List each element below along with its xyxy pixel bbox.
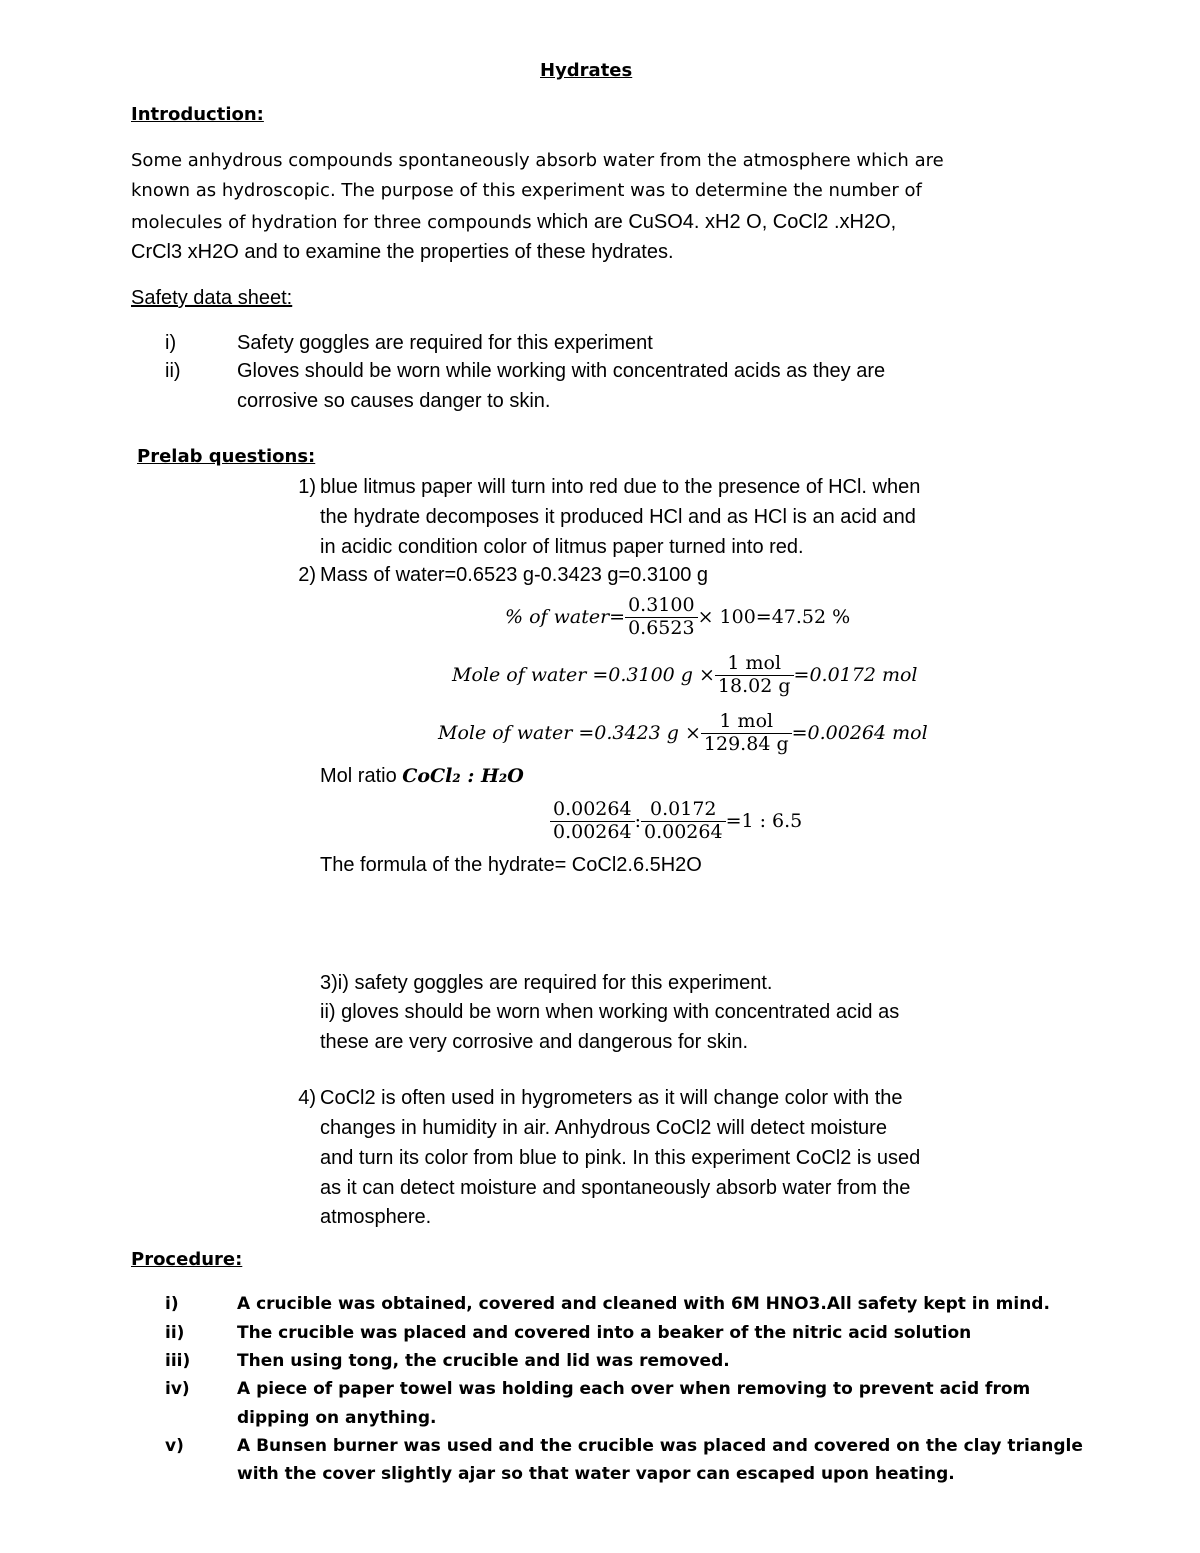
prelab-q1-line-2: the hydrate decomposes it produced HCl and as HCl is an acid and	[320, 506, 916, 528]
safety-item-2	[165, 359, 885, 383]
prelab-q2-label: 2)	[298, 564, 316, 586]
intro-line-3	[131, 210, 896, 234]
equation-mole-water-1	[452, 648, 918, 702]
prelab-q4	[280, 1086, 903, 1110]
procedure-item-4-cont: dipping on anything.	[237, 1408, 437, 1428]
eq1-fraction	[625, 595, 697, 640]
formula-line: The formula of the hydrate= CoCl2.6.5H2O	[320, 854, 702, 876]
safety-item-1	[165, 331, 653, 355]
procedure-item-5-cont: with the cover slightly ajar so that water vapor can escaped upon heating.	[237, 1464, 955, 1484]
ratio-numerator-2: 0.0172	[641, 799, 726, 822]
mol-ratio-label: Mol ratio	[320, 765, 403, 787]
safety-item-2-label: ii)	[165, 360, 181, 382]
eq3-denominator: 129.84 g	[703, 732, 789, 755]
procedure-item-4-label: iv)	[165, 1379, 190, 1399]
mol-ratio-expression: CoCl₂ : H₂O	[402, 765, 524, 787]
eq1-numerator: 0.3100	[625, 595, 697, 618]
eq1-lhs: % of water=	[505, 606, 626, 628]
safety-item-2-text: Gloves should be worn while working with concentrated acids as they are	[237, 360, 886, 382]
mol-ratio-line	[320, 764, 524, 788]
procedure-item-1	[165, 1294, 1050, 1314]
eq3-numerator: 1 mol	[701, 711, 792, 734]
prelab-q2-mass-line: Mass of water=0.6523 g-0.3423 g=0.3100 g	[320, 564, 709, 586]
eq1-denominator: 0.6523	[628, 616, 695, 639]
procedure-item-3-label: iii)	[165, 1351, 191, 1371]
ratio-rhs: =1 : 6.5	[725, 810, 803, 832]
procedure-item-4-text: A piece of paper towel was holding each over when removing to prevent acid from	[237, 1379, 1031, 1399]
procedure-item-1-text: A crucible was obtained, covered and cleaned with 6M HNO3.All safety kept in mind.	[237, 1294, 1050, 1314]
intro-line-3-part-2: which are CuSO4. xH2 O, CoCl2 .xH2O,	[531, 211, 897, 233]
procedure-item-2-text: The crucible was placed and covered into a beaker of the nitric acid solution	[237, 1323, 972, 1343]
ratio-denominator-1: 0.00264	[553, 820, 632, 843]
safety-item-2-cont: corrosive so causes danger to skin.	[237, 390, 551, 412]
procedure-item-5-label: v)	[165, 1436, 184, 1456]
eq2-denominator: 18.02 g	[717, 674, 791, 697]
prelab-q4-line-1: CoCl2 is often used in hygrometers as it will change color with the	[320, 1087, 903, 1109]
procedure-item-1-label: i)	[165, 1294, 179, 1314]
prelab-q2	[280, 563, 708, 587]
prelab-q3-line-1: 3)i) safety goggles are required for this experiment.	[320, 972, 773, 994]
ratio-fraction-1	[550, 799, 635, 844]
prelab-q1-line-1: blue litmus paper will turn into red due to the presence of HCl. when	[320, 476, 921, 498]
equation-percent-water	[505, 590, 850, 644]
intro-line-3-part-1: molecules of hydration for three compounds	[131, 212, 532, 233]
procedure-item-5	[165, 1436, 1083, 1456]
prelab-q4-line-4: as it can detect moisture and spontaneously absorb water from the	[320, 1177, 911, 1199]
prelab-q4-line-5: atmosphere.	[320, 1206, 432, 1228]
eq1-rhs: × 100=47.52 %	[697, 606, 851, 628]
prelab-q4-line-2: changes in humidity in air. Anhydrous CoCl2 will detect moisture	[320, 1117, 887, 1139]
prelab-q3-line-2: ii) gloves should be worn when working with concentrated acid as	[320, 1001, 900, 1023]
prelab-q1-line-3: in acidic condition color of litmus paper turned into red.	[320, 536, 804, 558]
prelab-heading: Prelab questions:	[137, 446, 316, 467]
procedure-item-2-label: ii)	[165, 1323, 185, 1343]
procedure-heading: Procedure:	[131, 1249, 243, 1270]
eq3-rhs: =0.00264 mol	[791, 722, 928, 744]
prelab-q1-label: 1)	[298, 476, 316, 498]
safety-item-1-label: i)	[165, 332, 177, 354]
document-title: Hydrates	[540, 60, 633, 81]
eq3-lhs: Mole of water =0.3423 g ×	[438, 722, 701, 744]
safety-heading: Safety data sheet:	[131, 287, 293, 309]
procedure-item-3-text: Then using tong, the crucible and lid was removed.	[237, 1351, 730, 1371]
ratio-fraction-2	[641, 799, 726, 844]
procedure-item-2	[165, 1323, 971, 1343]
ratio-numerator-1: 0.00264	[550, 799, 635, 822]
prelab-q3-line-3: these are very corrosive and dangerous for skin.	[320, 1031, 748, 1053]
eq2-numerator: 1 mol	[715, 653, 794, 676]
ratio-separator: :	[634, 810, 641, 832]
safety-item-1-text: Safety goggles are required for this experiment	[237, 332, 653, 354]
procedure-item-5-text: A Bunsen burner was used and the crucible was placed and covered on the clay triangle	[237, 1436, 1083, 1456]
prelab-q4-line-3: and turn its color from blue to pink. In this experiment CoCl2 is used	[320, 1147, 921, 1169]
ratio-denominator-2: 0.00264	[643, 820, 723, 843]
intro-line-2: known as hydroscopic. The purpose of this experiment was to determine the number of	[131, 180, 922, 201]
equation-ratio	[550, 794, 802, 848]
equation-mole-water-2	[438, 706, 928, 760]
procedure-item-3	[165, 1351, 730, 1371]
eq2-fraction	[715, 653, 794, 698]
prelab-q4-label: 4)	[298, 1087, 316, 1109]
eq3-fraction	[701, 711, 792, 756]
intro-line-1: Some anhydrous compounds spontaneously absorb water from the atmosphere which are	[131, 150, 944, 171]
introduction-heading: Introduction:	[131, 104, 264, 125]
intro-line-4: CrCl3 xH2O and to examine the properties of these hydrates.	[131, 241, 674, 263]
eq2-rhs: =0.0172 mol	[793, 664, 918, 686]
eq2-lhs: Mole of water =0.3100 g ×	[452, 664, 715, 686]
procedure-item-4	[165, 1379, 1030, 1399]
prelab-q1	[280, 475, 920, 499]
